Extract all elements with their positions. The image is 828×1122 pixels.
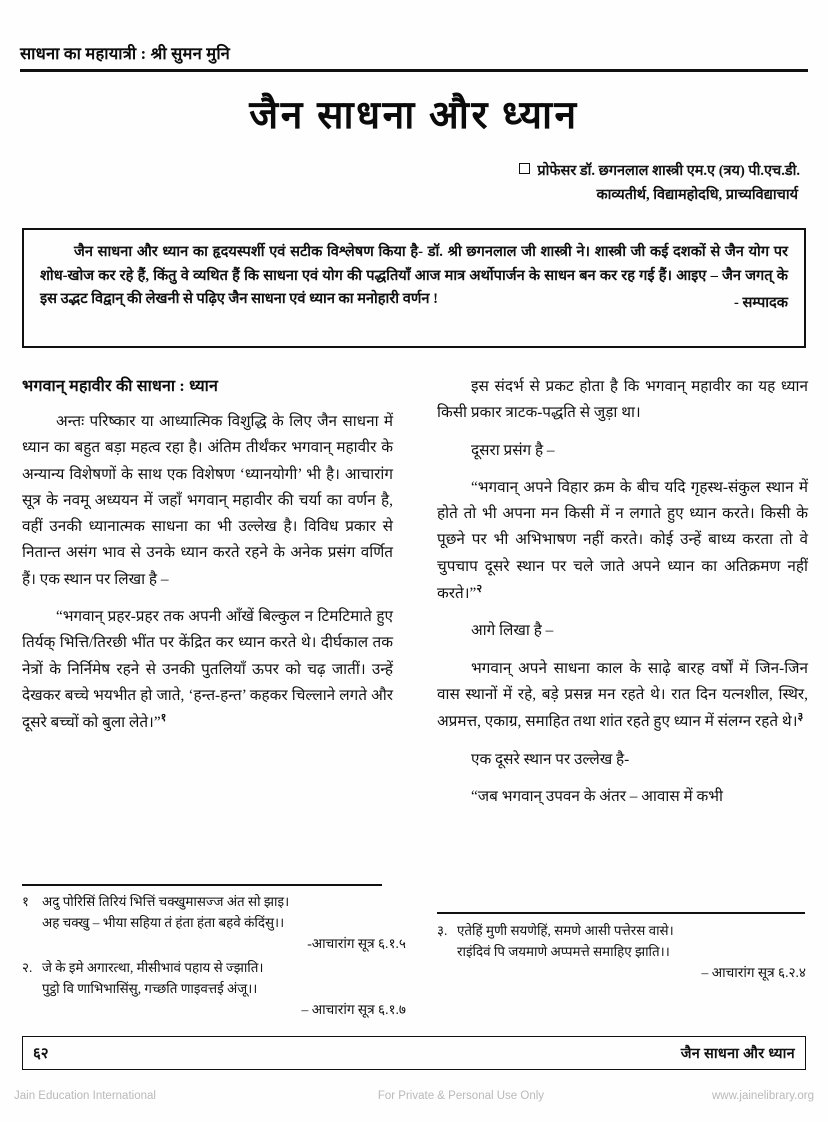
paragraph-text: “जब भगवान् उपवन के अंतर – आवास में कभी (471, 788, 723, 806)
footnote-marker: २. (22, 959, 33, 975)
footnote-line: एतेहिं मुणी सयणेहिं, समणे आसी पत्तेरस वासे। (457, 923, 674, 938)
paragraph (437, 374, 808, 427)
footnotes-right (437, 920, 812, 986)
page-footer-box (22, 1036, 806, 1070)
paragraph (437, 747, 808, 773)
footnote-ref: ३ (797, 711, 804, 724)
paragraph-text: दूसरा प्रसंग है – (471, 441, 555, 459)
footnote-source: -आचारांग सूत्र ६.१.५ (307, 936, 406, 952)
footnote-item (437, 920, 812, 984)
footnote-source: – आचारांग सूत्र ६.२.४ (701, 965, 806, 981)
paragraph (437, 475, 808, 608)
byline-credentials-primary: प्रोफेसर डॉ. छगनलाल शास्त्री एम.ए (त्रय) पी.एच.डी. (537, 163, 800, 179)
watermark-right: www.jainelibrary.org (711, 1090, 814, 1102)
section-heading: भगवान् महावीर की साधना : ध्यान (22, 378, 219, 395)
footnote-line: अह चक्खु – भीया सहिया तं हंता हंता बहवे कंदिंसु।। (42, 915, 285, 931)
footnote-source: – आचारांग सूत्र ६.१.७ (301, 1002, 406, 1018)
page-footer-title: जैन साधना और ध्यान (680, 1046, 795, 1062)
paragraph (437, 438, 808, 464)
page-title: जैन साधना और ध्यान (249, 94, 579, 137)
paragraph-text: आगे लिखा है – (471, 622, 554, 640)
left-column (22, 374, 393, 748)
running-head-text: साधना का महायात्री : श्री सुमन मुनि (20, 44, 230, 63)
running-head-rule (20, 69, 808, 72)
right-column (437, 374, 808, 821)
paragraph-text: भगवान् अपने साधना काल के साढ़े बारह वर्षों में जिन-जिन वास स्थानों में रहे, बड़े प्रसन्न मन रहते थे। रात दिन यत्नशील, स्थिर, अप्रमत्त, एकाग्र, समाहित तथा शांत रहते हुए ध्यान में संलग्न रहते थे। (437, 659, 808, 731)
footnote-marker: ३. (437, 923, 448, 938)
scan-watermark (0, 1090, 828, 1102)
editorial-note-text: जैन साधना और ध्यान का हृदयस्पर्शी एवं सटीक विश्लेषण किया है- डॉ. श्री छगनलाल जी शास्त्री ने। शास्त्री जी कई दशकों से जैन योग पर शोध-खोज कर रहे हैं, किंतु वे व्यथित हैं कि साधना एवं योग की पद्धतियाँ आज मात्र अर्थोपार्जन के साधन बन कर रह गई हैं। आइए – जैन जगत् के इस उद्भट विद्वान् की लेखनी से पढ़िए जैन साधना एवं ध्यान का मनोहारी वर्णन ! (40, 244, 788, 308)
footnote-line: पुट्ठो वि णाभिभासिंसु, गच्छति णाइवत्तई अंजू।। (42, 980, 258, 996)
paragraph (22, 604, 393, 737)
footnote-line: राइंदिवं पि जयमाणे अप्पमत्ते समाहिए झाति।। (457, 944, 670, 960)
paragraph-text: “भगवान् प्रहर-प्रहर तक अपनी आँखें बिल्कुल न टिमटिमाते हुए तिर्यक् भित्ति/तिरछी भींत पर केंद्रित कर ध्यान करते थे। दीर्घकाल तक नेत्रों के निर्निमेष रहने से उनकी पुतलियाँ ऊपर को चढ़ जातीं। उन्हें देखकर बच्चे भयभीत हो जाते, ‘हन्त-हन्त’ कहकर चिल्लाने लगते और दूसरे बच्चों को बुला लेते।” (22, 608, 393, 732)
footnote-marker: १ (22, 894, 29, 909)
footnote-ref: १ (160, 712, 167, 725)
paragraph (437, 656, 808, 736)
footnote-item (22, 891, 412, 955)
footnote-line: अदु पोरिसिं तिरियं भित्तिं चक्खुमासज्ज अंत सो झाइ। (42, 894, 290, 909)
footnote-rule-right (437, 912, 805, 914)
paragraph-text: एक दूसरे स्थान पर उल्लेख है- (471, 750, 630, 768)
paragraph (22, 409, 393, 593)
footnotes-left (22, 891, 412, 1023)
editorial-note-box (22, 228, 806, 348)
paragraph-text: अन्तः परिष्कार या आध्यात्मिक विशुद्धि के लिए जैन साधना में ध्यान का बहुत बड़ा महत्व रहा है। अंतिम तीर्थंकर भगवान् महावीर के अन्यान्य विशेषणों के साथ एक विशेषण ‘ध्यानयोगी’ भी है। आचारांग सूत्र के नवमू अध्ययन में जहाँ भगवान् महावीर की चर्या का वर्णन है, वहीं उनकी ध्यानात्मक साधना का भी उल्लेख है। विविध प्रकार से नितान्त असंग भाव से उनके ध्यान करते रहने के अनेक प्रसंग वर्णित हैं। एक स्थान पर लिखा है – (22, 413, 393, 588)
paragraph (437, 618, 808, 644)
paragraph-text: इस संदर्भ से प्रकट होता है कि भगवान् महावीर का यह ध्यान किसी प्रकार त्राटक-पद्धति से जुड़ा था। (437, 378, 808, 422)
footnote-rule-left (22, 884, 382, 886)
watermark-left: Jain Education International (14, 1090, 156, 1102)
running-head (20, 44, 808, 72)
watermark-middle: For Private & Personal Use Only (377, 1090, 545, 1102)
byline-line-2: काव्यतीर्थ, विद्यामहोदधि, प्राच्यविद्याचार्य (596, 186, 798, 203)
page-number: ६२ (33, 1046, 49, 1062)
paragraph (437, 784, 808, 810)
body-columns (22, 374, 808, 874)
footnote-item (22, 957, 412, 1021)
footnote-ref: २ (476, 583, 483, 596)
paragraph-text: “भगवान् अपने विहार क्रम के बीच यदि गृहस्थ-संकुल स्थान में होते तो भी अपना मन किसी में न लगाते हुए ध्यान करते। किसी के पूछने पर भी अभिभाषण नहीं करते। कोई उन्हें बाध्य करता तो वे चुपचाप दूसरे स्थान पर चले जाते अपने ध्यान का अतिक्रमण नहीं करते।” (437, 478, 808, 603)
author-byline (0, 160, 800, 208)
editorial-note-signature: - सम्पादक (733, 294, 788, 311)
square-bullet-icon (519, 163, 530, 174)
byline-line-1 (0, 160, 800, 184)
footnote-line: जे के इमे अगारत्था, मीसीभावं पहाय से ज्झाति। (42, 959, 264, 975)
